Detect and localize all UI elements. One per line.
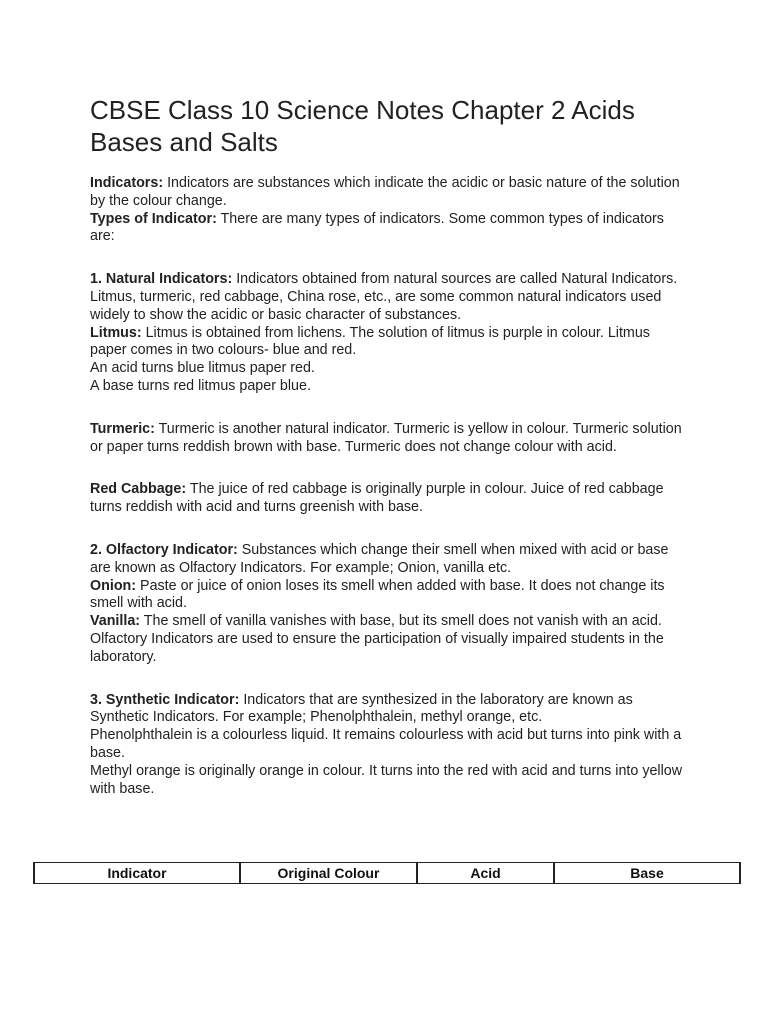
table-header-original-colour: Original Colour (240, 863, 417, 884)
term-label: 2. Olfactory Indicator: (90, 541, 238, 558)
paragraph-text: Litmus is obtained from lichens. The solution of litmus is purple in colour. Litmus paper comes in two colours- blue and red. (90, 324, 650, 359)
table-header-row (34, 863, 740, 884)
paragraph-text: Paste or juice of onion loses its smell when added with base. It does not change its smell with acid. (90, 577, 665, 612)
paragraph-text: Turmeric is another natural indicator. Turmeric is yellow in colour. Turmeric solution or paper turns reddish brown with base. Turmeric does not change colour with acid. (90, 420, 682, 455)
paragraph (90, 271, 690, 324)
table-header-indicator: Indicator (34, 863, 240, 884)
paragraph-gap (90, 456, 690, 481)
paragraph (90, 360, 690, 378)
paragraph-gap (90, 667, 690, 692)
term-label: Litmus: (90, 324, 142, 341)
term-label: Types of Indicator: (90, 210, 217, 227)
page-title: CBSE Class 10 Science Notes Chapter 2 Acids Bases and Salts (90, 95, 635, 157)
term-label: Turmeric: (90, 420, 155, 437)
table-header-acid: Acid (417, 863, 554, 884)
paragraph (90, 421, 690, 457)
paragraph (90, 175, 690, 211)
paragraph (90, 481, 690, 517)
paragraph-text: Indicators are substances which indicate the acidic or basic nature of the solution by the colour change. (90, 175, 680, 209)
term-label: 1. Natural Indicators: (90, 271, 233, 288)
term-label: Onion: (90, 577, 137, 594)
paragraph (90, 727, 690, 763)
paragraph (90, 613, 690, 631)
paragraph-text: Phenolphthalein is a colourless liquid. It remains colourless with acid but turns into pink with a base. (90, 727, 682, 761)
paragraph (90, 378, 690, 396)
term-label: Red Cabbage: (90, 481, 187, 498)
paragraph-text: There are many types of indicators. Some common types of indicators are: (90, 210, 664, 245)
paragraph-text: Indicators that are synthesized in the laboratory are known as Synthetic Indicators. For example; Phenolphthalein, methyl orange, etc. (90, 691, 633, 726)
paragraph-text: Methyl orange is originally orange in colour. It turns into the red with acid and turns into yellow with base. (90, 762, 683, 797)
paragraph-gap (90, 246, 690, 271)
paragraph (90, 578, 690, 614)
paragraph-text: An acid turns blue litmus paper red. (90, 360, 315, 377)
paragraph (90, 763, 690, 799)
paragraph (90, 631, 690, 667)
paragraph-text: Olfactory Indicators are used to ensure the participation of visually impaired students in the laboratory. (90, 630, 664, 665)
paragraph-text: The smell of vanilla vanishes with base, but its smell does not vanish with an acid. (140, 613, 662, 630)
table-header-base: Base (554, 863, 740, 884)
term-label: Vanilla: (90, 613, 141, 630)
paragraph (90, 542, 690, 578)
term-label: 3. Synthetic Indicator: (90, 691, 240, 708)
paragraph (90, 692, 690, 728)
indicator-table (33, 862, 739, 884)
paragraph-text: The juice of red cabbage is originally purple in colour. Juice of red cabbage turns reddish with acid and turns greenish with base. (90, 481, 664, 516)
paragraph-text: Substances which change their smell when mixed with acid or base are known as Olfactory Indicators. For example; Onion, vanilla etc. (90, 541, 669, 576)
paragraph-gap (90, 517, 690, 542)
term-label: Indicators: (90, 175, 164, 191)
paragraph-gap (90, 396, 690, 421)
paragraph (90, 211, 690, 247)
notes-content (90, 175, 690, 798)
paragraph (90, 325, 690, 361)
paragraph-text: Indicators obtained from natural sources are called Natural Indicators. Litmus, turmeric, red cabbage, China rose, etc., are some common natural indicators used widely to show the acidic or basic character of substances. (90, 271, 678, 323)
paragraph-text: A base turns red litmus paper blue. (90, 377, 311, 394)
